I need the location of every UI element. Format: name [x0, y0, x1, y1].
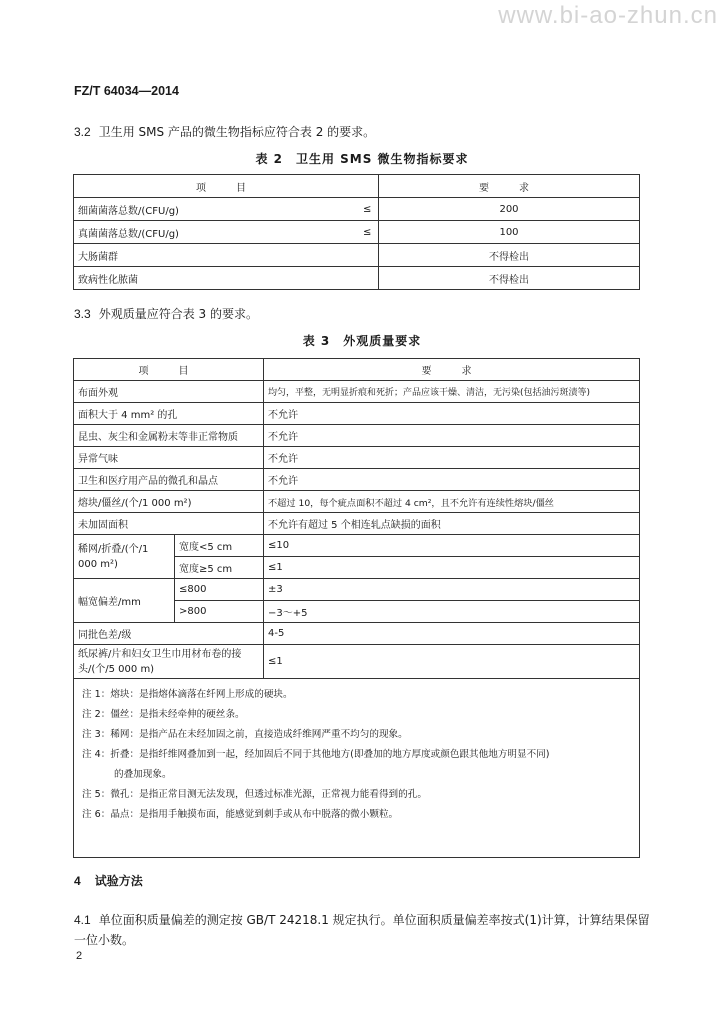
table-row	[74, 244, 640, 267]
table-row	[74, 513, 640, 535]
table-note: 注 1：熔块：是指熔体滴落在纤网上形成的硬块。	[82, 689, 293, 700]
row-item: 致病性化脓菌	[74, 267, 357, 290]
table-header-row	[74, 175, 640, 198]
row-requirement: −3～+5	[264, 601, 640, 623]
row-item: 昆虫、灰尘和金属粉末等非正常物质	[74, 425, 264, 447]
clause-text: 卫生用 SMS 产品的微生物指标应符合表 2 的要求。	[98, 125, 376, 139]
row-subitem: >800	[175, 601, 264, 623]
row-requirement: 200	[379, 198, 640, 221]
table-2-caption: 表 2 卫生用 SMS 微生物指标要求	[255, 152, 469, 166]
clause-number: 3.2	[74, 125, 91, 139]
table-row	[74, 645, 640, 679]
row-operator: ≤	[357, 221, 379, 244]
row-requirement: 100	[379, 221, 640, 244]
watermark: www.bi-ao-zhun.cn	[498, 2, 718, 29]
row-operator: ≤	[357, 198, 379, 221]
row-item: 卫生和医疗用产品的微孔和晶点	[74, 469, 264, 491]
row-requirement: 不允许有超过 5 个相连轧点缺损的面积	[264, 513, 640, 535]
table-note-continuation: 的叠加现象。	[114, 769, 172, 780]
clause-text: 单位面积质量偏差的测定按 GB/T 24218.1 规定执行。单位面积质量偏差率按式(1)计算，计算结果保留一位小数。	[74, 913, 650, 947]
table-row	[74, 491, 640, 513]
header-item: 项 目	[74, 359, 264, 381]
standard-code: FZ/T 64034—2014	[74, 84, 179, 98]
table-row	[74, 623, 640, 645]
table-notes	[74, 679, 640, 858]
table-notes-row	[74, 679, 640, 858]
table-3-caption: 表 3 外观质量要求	[302, 334, 422, 348]
row-requirement: 不得检出	[379, 244, 640, 267]
section-number: 4	[74, 874, 81, 888]
table-row	[74, 198, 640, 221]
row-requirement: ≤10	[264, 535, 640, 557]
table-3	[73, 358, 640, 858]
row-item: 真菌菌落总数/(CFU/g)	[74, 221, 357, 244]
row-subitem: ≤800	[175, 579, 264, 601]
header-item: 项 目	[74, 175, 379, 198]
row-requirement: 不超过 10，每个疵点面积不超过 4 cm²，且不允许有连续性熔块/僵丝	[264, 491, 640, 513]
table-note: 注 6：晶点：是指用手触摸布面，能感觉到刺手或从布中脱落的微小颗粒。	[82, 809, 399, 820]
row-requirement: 不允许	[264, 469, 640, 491]
clause-3-3	[74, 305, 258, 322]
table-row	[74, 447, 640, 469]
row-requirement: 不允许	[264, 447, 640, 469]
table-row	[74, 469, 640, 491]
header-requirement: 要 求	[264, 359, 640, 381]
section-title: 试验方法	[94, 874, 143, 888]
table-row	[74, 535, 640, 557]
row-requirement: 不允许	[264, 425, 640, 447]
table-row	[74, 425, 640, 447]
row-item: 面积大于 4 mm² 的孔	[74, 403, 264, 425]
clause-number: 4.1	[74, 913, 91, 927]
row-operator	[357, 267, 379, 290]
table-header-row	[74, 359, 640, 381]
row-requirement: 不得检出	[379, 267, 640, 290]
row-subitem: 宽度≥5 cm	[175, 557, 264, 579]
table-2	[73, 174, 640, 290]
section-4-heading	[74, 872, 143, 889]
table-note: 注 4：折叠：是指纤维网叠加到一起，经加固后不同于其他地方(即叠加的地方厚度或颜色跟其他地方明显不同)	[82, 749, 550, 760]
row-operator	[357, 244, 379, 267]
row-requirement: ≤1	[264, 557, 640, 579]
table-note: 注 3：稀网：是指产品在未经加固之前，直接造成纤维网严重不均匀的现象。	[82, 729, 408, 740]
row-item: 同批色差/级	[74, 623, 264, 645]
clause-text: 外观质量应符合表 3 的要求。	[98, 307, 258, 321]
row-item: 未加固面积	[74, 513, 264, 535]
row-subitem: 宽度<5 cm	[175, 535, 264, 557]
row-requirement: 均匀，平整，无明显折痕和死折；产品应该干燥、清洁，无污染(包括油污斑渍等)	[264, 381, 640, 403]
page-number: 2	[76, 950, 83, 962]
table-note: 注 2：僵丝：是指未经牵伸的硬丝条。	[82, 709, 245, 720]
clause-4-1	[74, 910, 654, 950]
header-requirement: 要 求	[379, 175, 640, 198]
row-item: 熔块/僵丝/(个/1 000 m²)	[74, 491, 264, 513]
table-row	[74, 221, 640, 244]
table-note: 注 5：微孔：是指正常目测无法发现，但透过标准光源，正常视力能看得到的孔。	[82, 789, 427, 800]
table-row	[74, 267, 640, 290]
row-item: 异常气味	[74, 447, 264, 469]
row-requirement: 不允许	[264, 403, 640, 425]
table-row	[74, 579, 640, 601]
row-item: 幅宽偏差/mm	[74, 579, 175, 623]
row-item: 细菌菌落总数/(CFU/g)	[74, 198, 357, 221]
row-item: 纸尿裤/片和妇女卫生巾用材布卷的接头/(个/5 000 m)	[74, 645, 264, 679]
row-requirement: ≤1	[264, 645, 640, 679]
row-item: 稀网/折叠/(个/1 000 m²)	[74, 535, 175, 579]
row-item: 大肠菌群	[74, 244, 357, 267]
table-row	[74, 403, 640, 425]
table-row	[74, 381, 640, 403]
row-item: 布面外观	[74, 381, 264, 403]
clause-3-2	[74, 123, 375, 140]
clause-number: 3.3	[74, 307, 91, 321]
row-requirement: ±3	[264, 579, 640, 601]
row-requirement: 4-5	[264, 623, 640, 645]
